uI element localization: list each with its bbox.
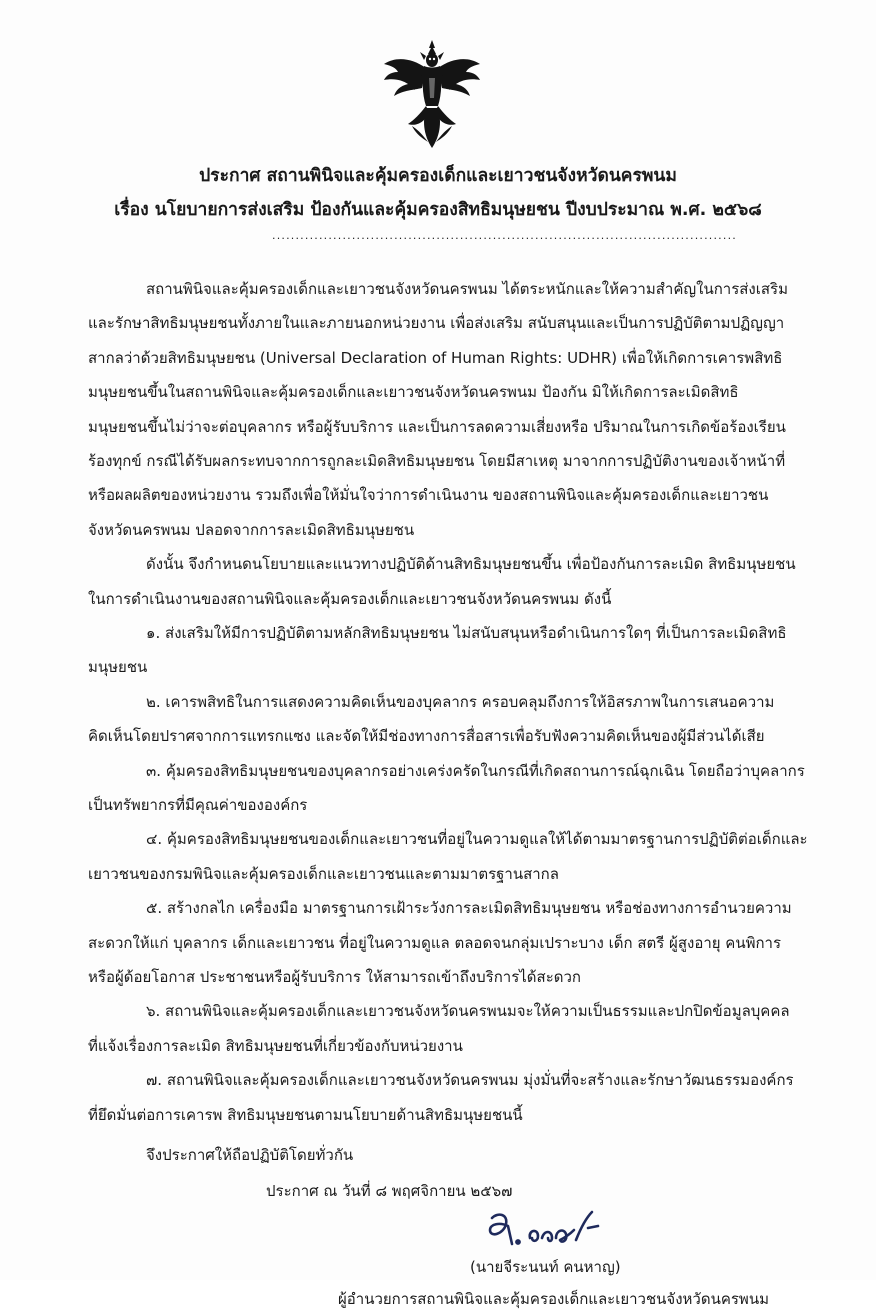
closing-statement: จึงประกาศให้ถือปฏิบัติโดยทั่วกัน — [146, 1145, 354, 1164]
paragraph-line: สากลว่าด้วยสิทธิมนุษยชน (Universal Declaration of Human Rights: UDHR) เพื่อให้เกิดการเคารพสิทธิ — [88, 348, 783, 367]
policy-item-7: ๗. สถานพินิจและคุ้มครองเด็กและเยาวชนจังหวัดนครพนม มุ่งมั่นที่จะสร้างและรักษาวัฒนธรรมองค์กร — [146, 1071, 794, 1090]
policy-item-1-cont: มนุษยชน — [88, 658, 148, 677]
paragraph-line: จังหวัดนครพนม ปลอดจากการละเมิดสิทธิมนุษยชน — [88, 520, 415, 539]
paragraph-line: ดังนั้น จึงกำหนดนโยบายและแนวทางปฏิบัติด้านสิทธิมนุษยชนขึ้น เพื่อป้องกันการละเมิด สิทธิมนุษยชน — [146, 555, 796, 574]
policy-item-7-cont: ที่ยึดมั่นต่อการเคารพ สิทธิมนุษยชนตามนโยบายด้านสิทธิมนุษยชนนี้ — [88, 1105, 523, 1124]
policy-item-5-cont: หรือผู้ด้อยโอกาส ประชาชนหรือผู้รับบริการ ให้สามารถเข้าถึงบริการได้สะดวก — [88, 968, 582, 986]
paragraph-line: และรักษาสิทธิมนุษยชนทั้งภายในและภายนอกหน่วยงาน เพื่อส่งเสริม สนับสนุนและเป็นการปฏิบัติตามปฏิญญา — [88, 314, 785, 333]
signer-position: ผู้อำนวยการสถานพินิจและคุ้มครองเด็กและเยาวชนจังหวัดนครพนม — [338, 1289, 769, 1308]
policy-item-3: ๓. คุ้มครองสิทธิมนุษยชนของบุคลากรอย่างเคร่งครัดในกรณีที่เกิดสถานการณ์ฉุกเฉิน โดยถือว่าบุคลากร — [146, 761, 805, 780]
paragraph-line: สถานพินิจและคุ้มครองเด็กและเยาวชนจังหวัดนครพนม ได้ตระหนักและให้ความสำคัญในการส่งเสริม — [146, 280, 788, 298]
policy-item-2: ๒. เคารพสิทธิในการแสดงความคิดเห็นของบุคลากร ครอบคลุมถึงการให้อิสรภาพในการเสนอความ — [146, 692, 775, 711]
announcement-date: ประกาศ ณ วันที่ ๘ พฤศจิกายน ๒๕๖๗ — [266, 1181, 513, 1200]
policy-item-1: ๑. ส่งเสริมให้มีการปฏิบัติตามหลักสิทธิมนุษยชน ไม่สนับสนุนหรือดำเนินการใดๆ ที่เป็นการละเมิดสิทธิ — [146, 624, 787, 642]
policy-item-5: ๕. สร้างกลไก เครื่องมือ มาตรฐานการเฝ้าระวังการละเมิดสิทธิมนุษยชน หรือช่องทางการอำนวยความ — [146, 899, 792, 918]
announcement-title: ประกาศ สถานพินิจและคุ้มครองเด็กและเยาวชนจังหวัดนครพนม — [199, 166, 677, 186]
policy-item-6: ๖. สถานพินิจและคุ้มครองเด็กและเยาวชนจังหวัดนครพนมจะให้ความเป็นธรรมและปกปิดข้อมูลบุคคล — [146, 1002, 790, 1021]
policy-item-4-cont: เยาวชนของกรมพินิจและคุ้มครองเด็กและเยาวชนและตามมาตรฐานสากล — [88, 864, 559, 883]
title-separator: ................................................................................................... — [272, 229, 737, 242]
paragraph-line: ร้องทุกข์ กรณีได้รับผลกระทบจากการถูกละเมิดสิทธิมนุษยชน โดยมีสาเหตุ มาจากการปฏิบัติงานของเจ้าหน้าที่ — [88, 452, 786, 470]
policy-item-2-cont: คิดเห็นโดยปราศจากการแทรกแซง และจัดให้มีช่องทางการสื่อสารเพื่อรับฟังความคิดเห็นของผู้มีส่วนได้เสีย — [88, 727, 765, 746]
garuda-emblem-icon — [382, 38, 482, 150]
paragraph-line: มนุษยชนขึ้นไม่ว่าจะต่อบุคลากร หรือผู้รับบริการ และเป็นการลดความเสี่ยงหรือ ปริมาณในการเกิดข้อร้องเรียน — [88, 417, 786, 436]
paragraph-line: ในการดำเนินงานของสถานพินิจและคุ้มครองเด็กและเยาวชนจังหวัดนครพนม ดังนี้ — [88, 589, 612, 608]
paragraph-line: หรือผลผลิตของหน่วยงาน รวมถึงเพื่อให้มั่นใจว่าการดำเนินงาน ของสถานพินิจและคุ้มครองเด็กและเยาวชน — [88, 486, 769, 505]
policy-item-3-cont: เป็นทรัพยากรที่มีคุณค่าขององค์กร — [88, 796, 308, 814]
announcement-subject: เรื่อง นโยบายการส่งเสริม ป้องกันและคุ้มครองสิทธิมนุษยชน ปีงบประมาณ พ.ศ. ๒๕๖๘ — [114, 200, 762, 220]
signer-name: (นายจีระนนท์ คนหาญ) — [470, 1257, 621, 1276]
policy-item-4: ๔. คุ้มครองสิทธิมนุษยชนของเด็กและเยาวชนที่อยู่ในความดูแลให้ได้ตามมาตรฐานการปฏิบัติต่อเด็กและ — [146, 830, 808, 849]
handwritten-signature — [482, 1208, 614, 1258]
policy-item-6-cont: ที่แจ้งเรื่องการละเมิด สิทธิมนุษยชนที่เกี่ยวข้องกับหน่วยงาน — [88, 1036, 463, 1055]
paragraph-line: มนุษยชนขึ้นในสถานพินิจและคุ้มครองเด็กและเยาวชนจังหวัดนครพนม ป้องกัน มิให้เกิดการละเมิดสิทธิ — [88, 383, 739, 402]
policy-item-5-cont: สะดวกให้แก่ บุคลากร เด็กและเยาวชน ที่อยู่ในความดูแล ตลอดจนกลุ่มเปราะบาง เด็ก สตรี ผู้สูงอายุ คนพิการ — [88, 933, 782, 952]
